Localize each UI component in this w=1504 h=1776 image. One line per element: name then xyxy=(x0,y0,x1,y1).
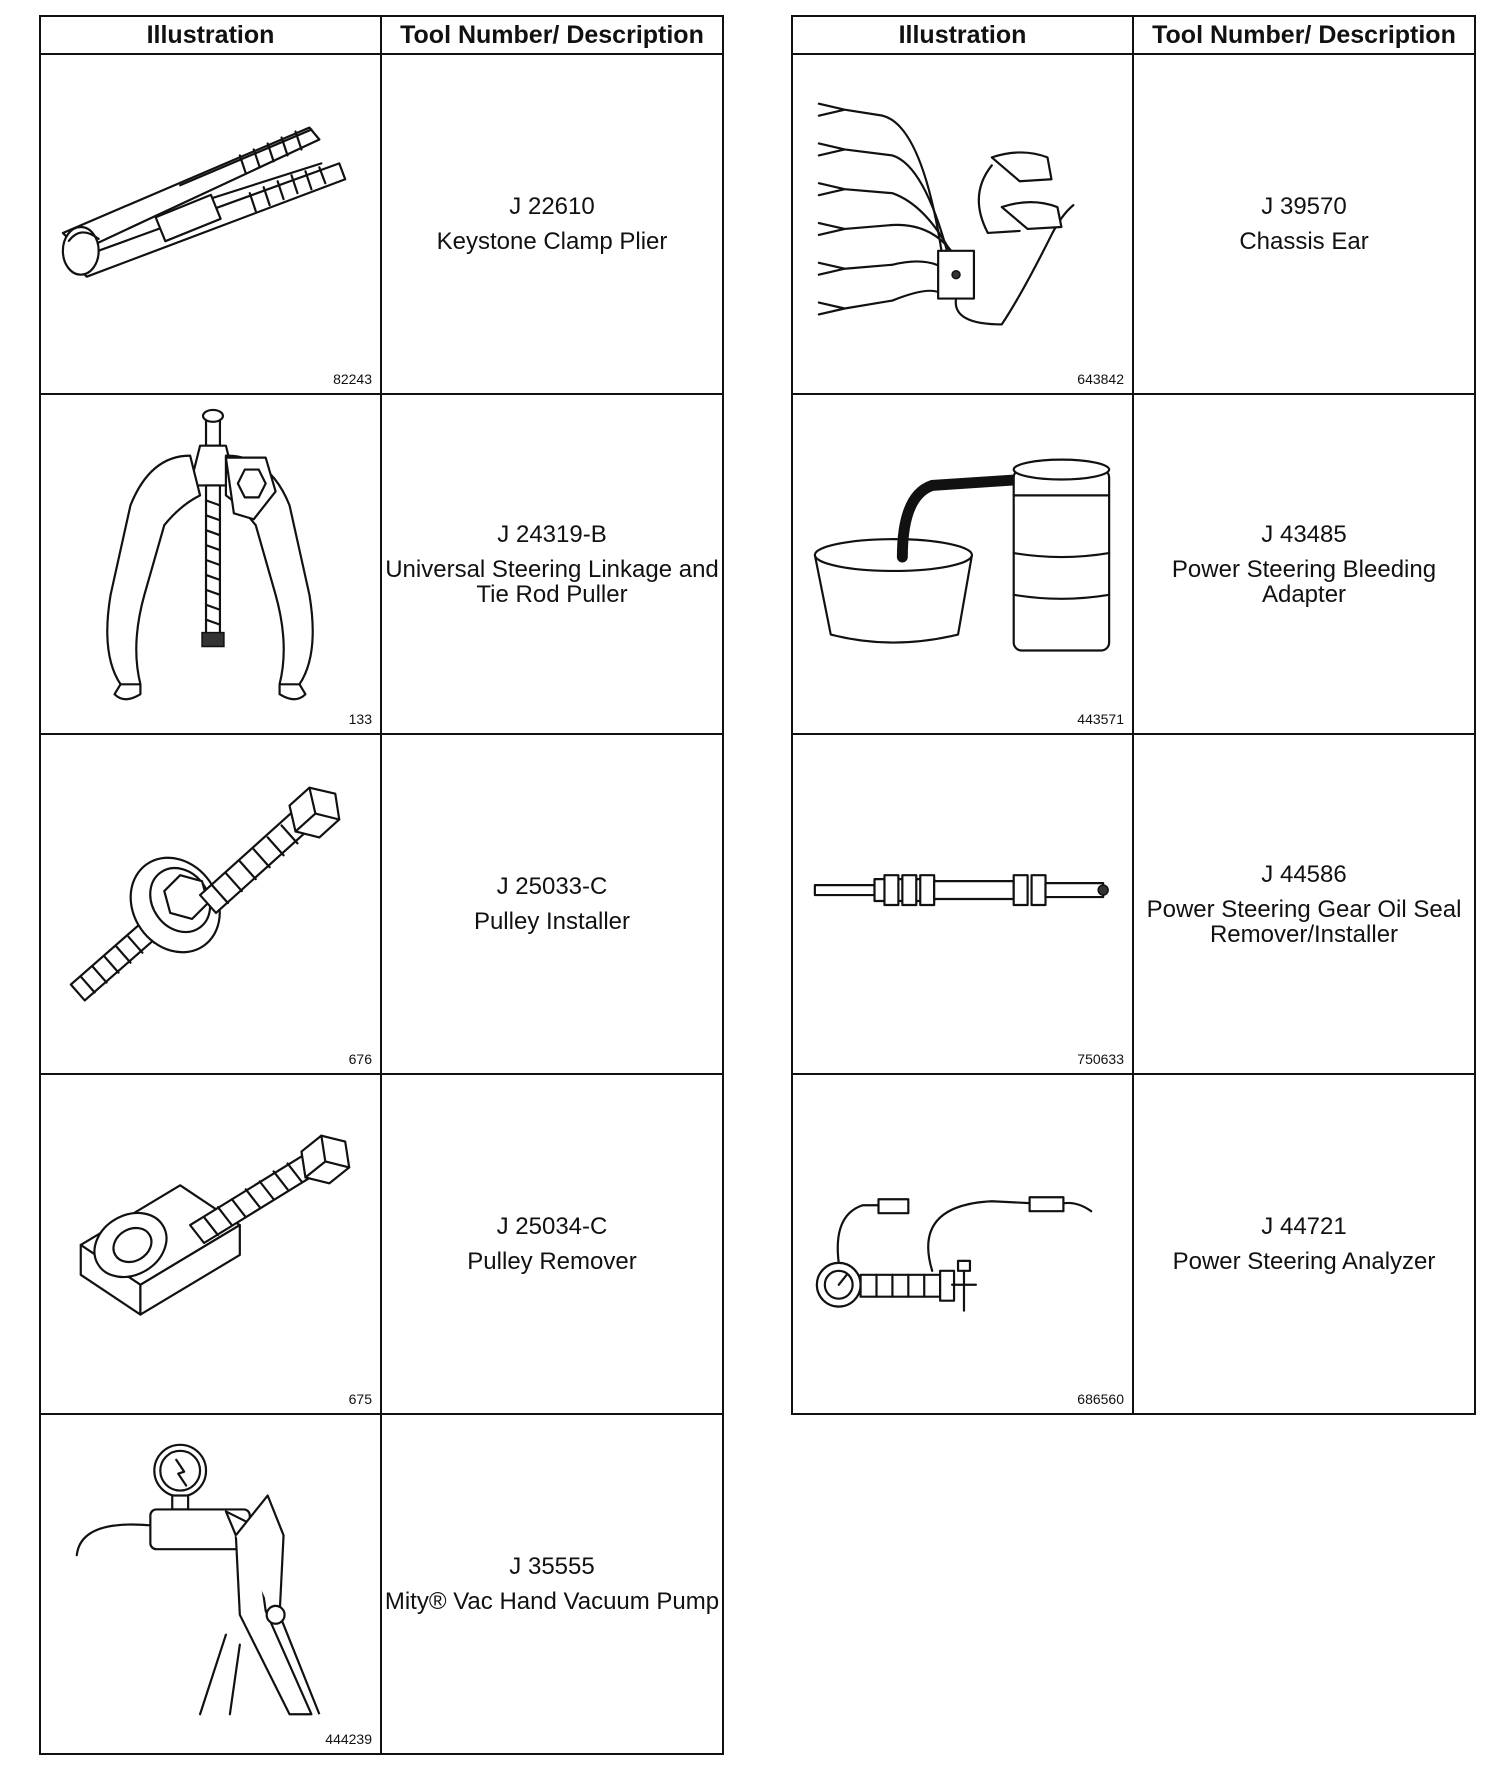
tool-name: Power Steering Analyzer xyxy=(1172,1248,1436,1275)
description-header: Tool Number/ Description xyxy=(1133,16,1475,54)
tool-name: Pulley Remover xyxy=(467,1248,637,1275)
tool-name: Power Steering Gear Oil Seal Remover/Installer xyxy=(1146,895,1462,948)
pulley-remover-icon xyxy=(41,1075,380,1413)
table-header xyxy=(792,16,1475,54)
seal-remover-installer-icon xyxy=(793,735,1132,1073)
tool-number: J 25033-C xyxy=(496,873,608,900)
tool-name: Mity® Vac Hand Vacuum Pump xyxy=(384,1588,720,1615)
pulley-installer-icon xyxy=(41,735,380,1073)
vacuum-pump-icon xyxy=(41,1415,380,1753)
figure-number: 750633 xyxy=(1077,1051,1124,1067)
illustration-header: Illustration xyxy=(792,16,1133,54)
description-cell xyxy=(381,394,723,734)
left-tool-table xyxy=(39,15,724,1755)
table-row xyxy=(792,394,1475,734)
figure-number: 82243 xyxy=(333,371,372,387)
table-row xyxy=(40,734,723,1074)
right-tool-table xyxy=(791,15,1476,1415)
table-header xyxy=(40,16,723,54)
illustration-cell xyxy=(40,734,381,1074)
description-cell xyxy=(381,1414,723,1754)
tool-name: Power Steering Bleeding Adapter xyxy=(1171,555,1437,608)
tool-name: Keystone Clamp Plier xyxy=(436,228,668,255)
tool-number: J 35555 xyxy=(509,1553,595,1580)
illustration-cell xyxy=(792,734,1133,1074)
chassis-ear-icon xyxy=(793,55,1132,393)
figure-number: 444239 xyxy=(325,1731,372,1747)
illustration-cell xyxy=(40,1074,381,1414)
description-cell xyxy=(381,54,723,394)
figure-number: 686560 xyxy=(1077,1391,1124,1407)
description-cell xyxy=(381,1074,723,1414)
tool-name: Universal Steering Linkage and Tie Rod Puller xyxy=(385,555,719,608)
figure-number: 643842 xyxy=(1077,371,1124,387)
description-cell xyxy=(1133,54,1475,394)
keystone-clamp-plier-icon xyxy=(41,55,380,393)
tool-number: J 39570 xyxy=(1261,193,1347,220)
figure-number: 676 xyxy=(348,1051,372,1067)
tool-number: J 43485 xyxy=(1261,520,1347,548)
tool-number: J 44586 xyxy=(1261,860,1347,888)
figure-number: 443571 xyxy=(1077,711,1124,727)
illustration-cell xyxy=(40,1414,381,1754)
bleeding-adapter-icon xyxy=(793,395,1132,733)
tool-number: J 25034-C xyxy=(496,1213,608,1240)
table-row xyxy=(792,54,1475,394)
table-row xyxy=(792,1074,1475,1414)
description-cell xyxy=(381,734,723,1074)
tie-rod-puller-icon xyxy=(41,395,380,733)
illustration-cell xyxy=(792,1074,1133,1414)
figure-number: 133 xyxy=(348,711,372,727)
illustration-cell xyxy=(40,394,381,734)
table-row xyxy=(40,54,723,394)
tool-number: J 44721 xyxy=(1261,1213,1347,1240)
illustration-cell xyxy=(792,54,1133,394)
tool-number: J 22610 xyxy=(509,193,595,220)
table-row xyxy=(40,1074,723,1414)
tool-name: Chassis Ear xyxy=(1239,228,1369,255)
tool-name: Pulley Installer xyxy=(473,908,631,935)
description-cell xyxy=(1133,394,1475,734)
description-cell xyxy=(1133,734,1475,1074)
illustration-header: Illustration xyxy=(40,16,381,54)
illustration-cell xyxy=(792,394,1133,734)
description-cell xyxy=(1133,1074,1475,1414)
table-row xyxy=(40,394,723,734)
tool-number: J 24319-B xyxy=(497,520,607,548)
figure-number: 675 xyxy=(348,1391,372,1407)
power-steering-analyzer-icon xyxy=(793,1075,1132,1413)
illustration-cell xyxy=(40,54,381,394)
table-row xyxy=(40,1414,723,1754)
description-header: Tool Number/ Description xyxy=(381,16,723,54)
table-row xyxy=(792,734,1475,1074)
